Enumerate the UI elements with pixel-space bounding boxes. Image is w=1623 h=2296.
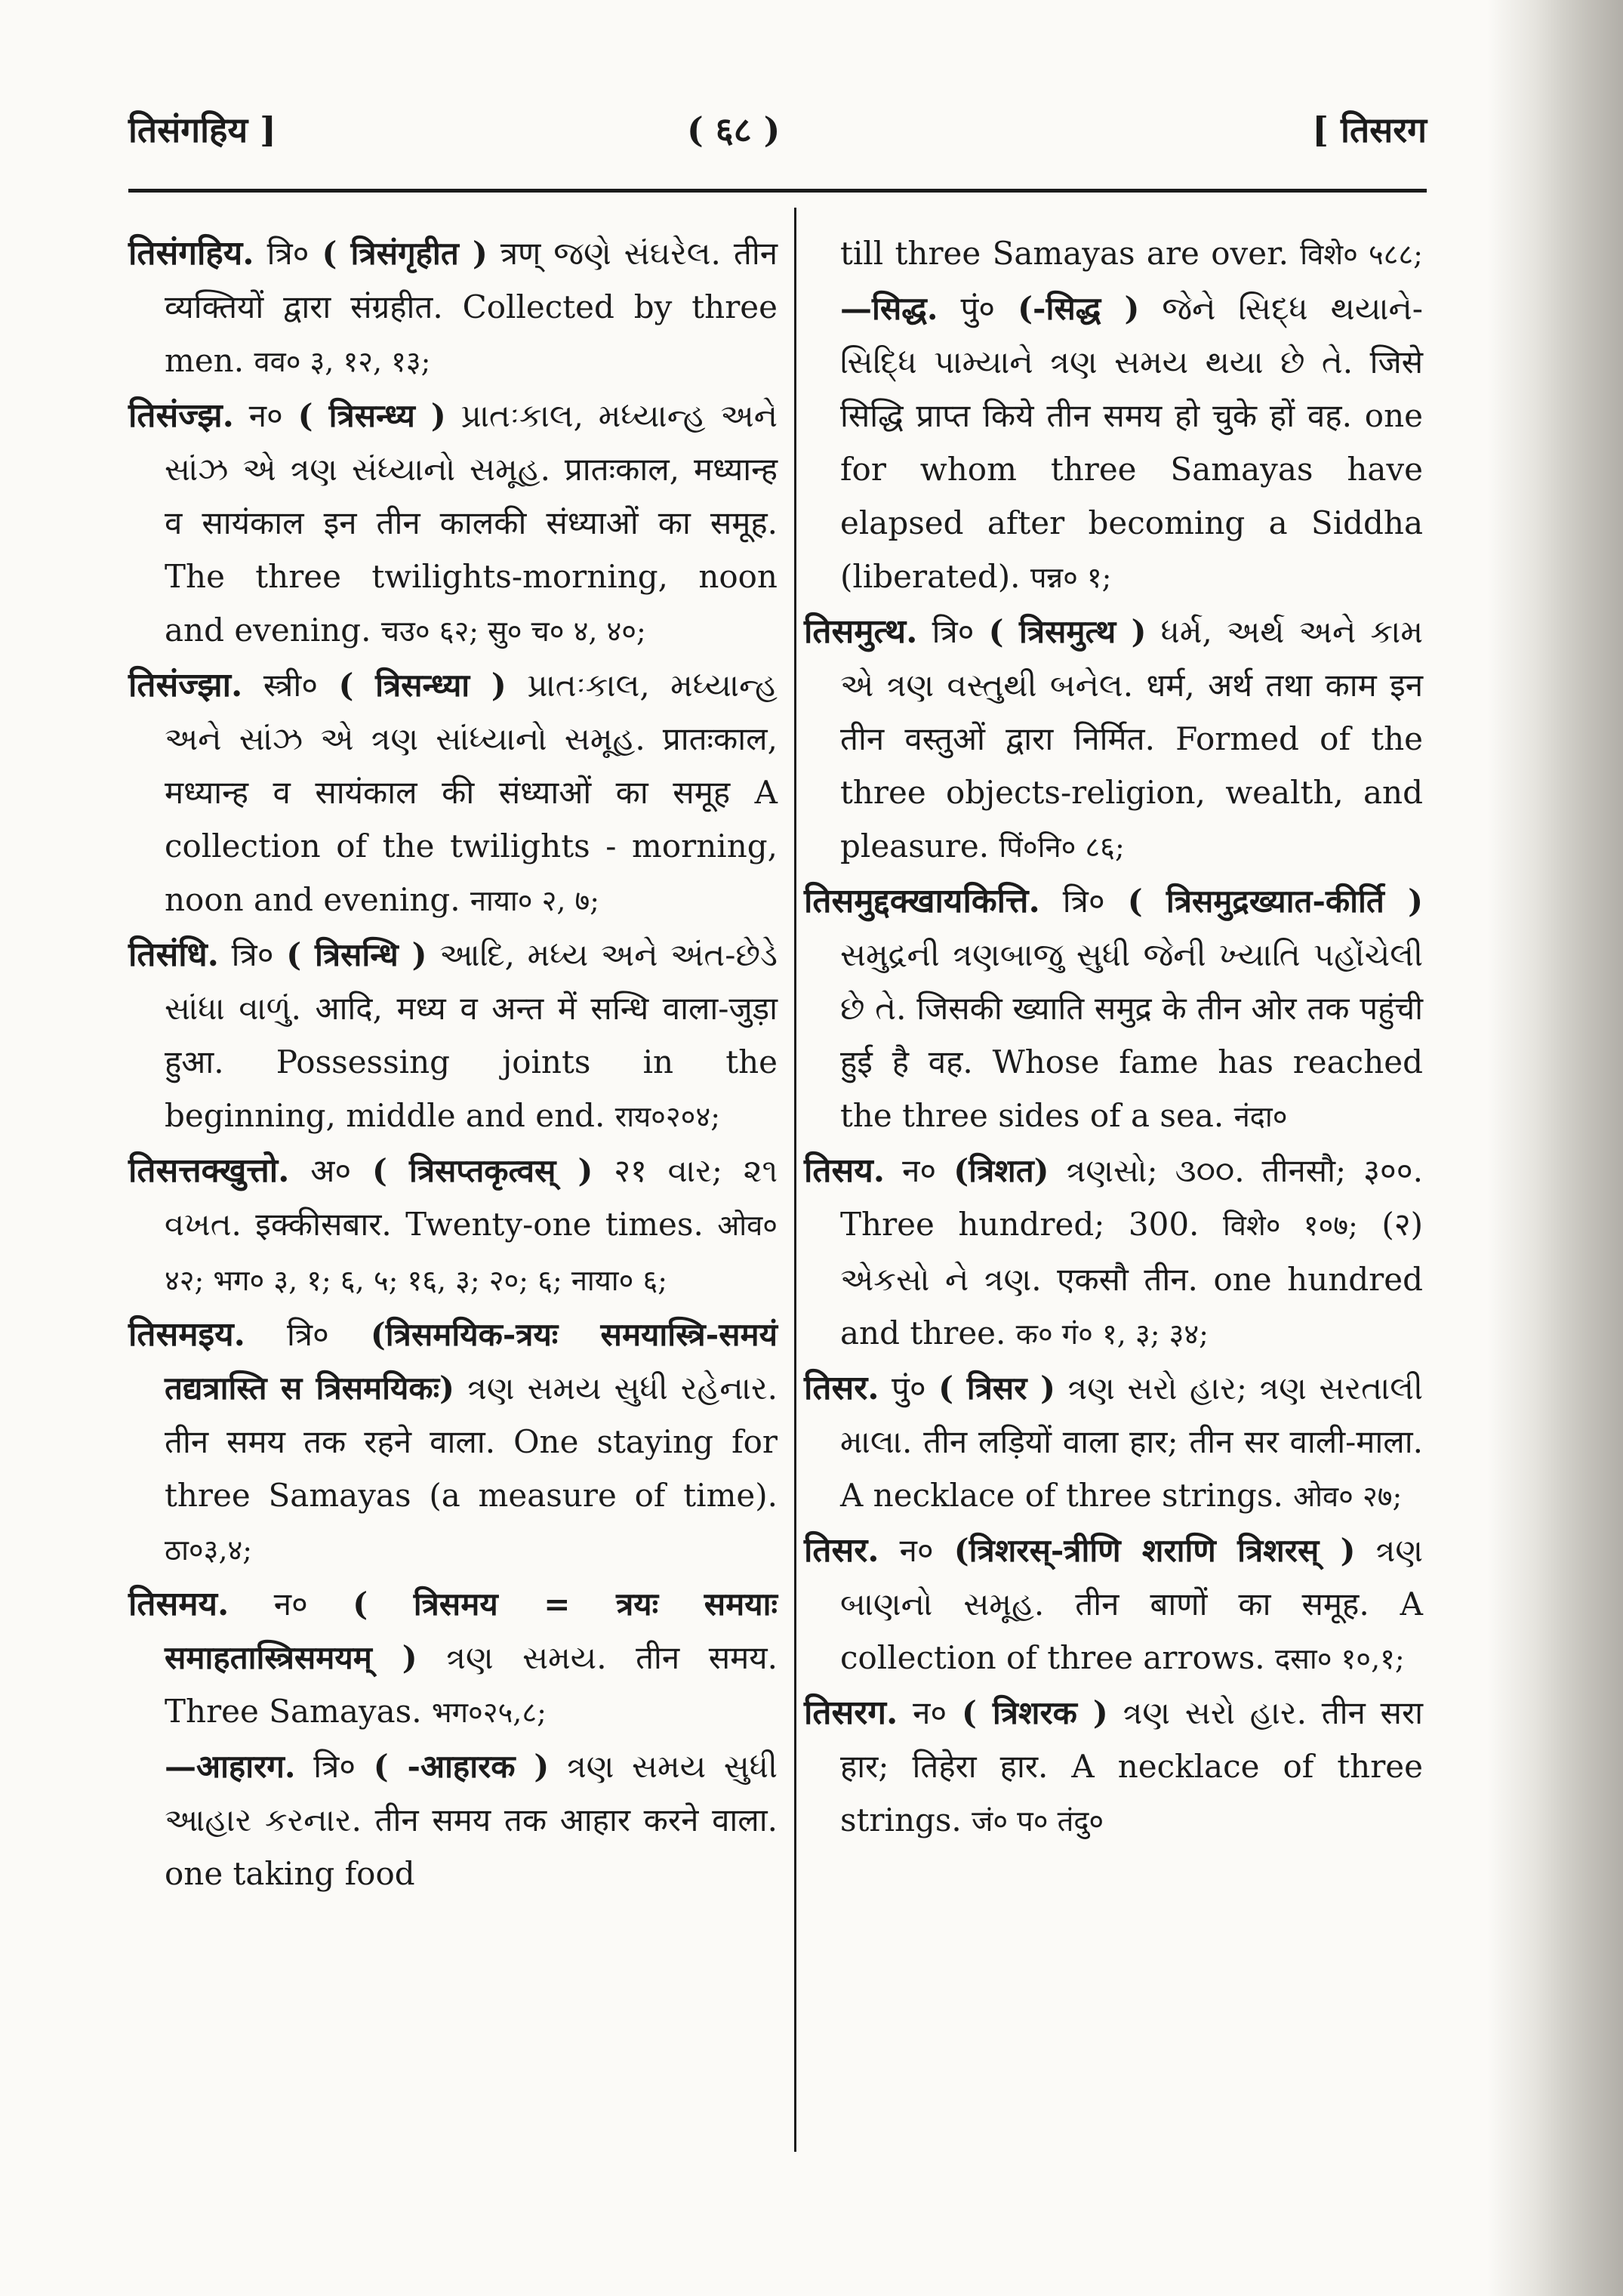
hindi-gloss: तीन समय.	[636, 1639, 778, 1676]
dictionary-entry-continued	[804, 227, 1423, 605]
english-gloss: Three Samayas.	[165, 1693, 422, 1730]
dictionary-entry	[804, 1686, 1423, 1848]
grammar-label: पुं०	[892, 1370, 926, 1407]
gujarati-gloss: त्रण् જણે સંઘરેલ.	[500, 235, 721, 272]
english-gloss: Three hundred; 300.	[840, 1206, 1200, 1243]
hindi-gloss-sense-2: एकसौ तीन.	[1057, 1261, 1198, 1298]
headword: तिसंज्झा.	[128, 666, 243, 704]
grammar-label: अ०	[310, 1152, 352, 1189]
english-gloss: Formed of the three objects-religion, wealth, and pleasure.	[840, 720, 1423, 864]
dictionary-entry	[804, 1144, 1423, 1361]
header-rule	[128, 189, 1427, 193]
sanskrit-form: (-सिद्ध )	[1018, 290, 1140, 327]
hindi-gloss: इक्कीसबार.	[255, 1206, 392, 1243]
english-gloss-continuation: till three Samayas are over.	[840, 235, 1289, 272]
headword: तिसरग.	[804, 1693, 898, 1732]
dictionary-entry	[128, 389, 778, 658]
headword: तिसर.	[804, 1369, 879, 1407]
hindi-gloss: तीन व्यक्तियों द्वारा संग्रहीत.	[165, 235, 778, 325]
dictionary-entry	[804, 874, 1423, 1144]
dictionary-entry	[804, 1524, 1423, 1686]
source-reference: पिं०नि० ८६;	[999, 831, 1125, 864]
gujarati-gloss: આદિ, મધ્ય અને અંત-છેડે સાંધા વાળું.	[165, 936, 778, 1027]
grammar-label: न०	[248, 397, 283, 434]
grammar-label: न०	[273, 1586, 308, 1623]
hindi-gloss: धर्म, अर्थ तथा काम इन तीन वस्तुओं द्वारा निर्मित.	[840, 667, 1424, 757]
english-gloss: Twenty-one times.	[405, 1206, 704, 1243]
hindi-gloss: प्रातःकाल, मध्यान्ह व सायंकाल इन तीन कालकी संध्याओं का समूह.	[165, 451, 778, 541]
headword: तिसंधि.	[128, 935, 219, 974]
headword: तिसत्तक्खुत्तो.	[128, 1151, 290, 1190]
dictionary-entry	[128, 1144, 778, 1308]
headword: तिसर.	[804, 1531, 879, 1570]
gujarati-gloss: સમુદ્રની ત્રણબાજુ સુધી જેની ખ્યાતિ પહોંચેલી છે તે.	[840, 936, 1423, 1027]
source-reference: दसा० १०,१;	[1275, 1642, 1405, 1675]
page-edge-shadow	[1487, 0, 1623, 2296]
source-reference: वव० ३, १२, १३;	[254, 345, 431, 378]
headword: तिसंगहिय.	[128, 234, 254, 273]
sanskrit-form: ( त्रिसंगृहीत )	[322, 235, 488, 272]
gujarati-gloss: ત્રણ સમય.	[446, 1639, 607, 1676]
source-reference: विशे० १०७;	[1222, 1209, 1358, 1242]
column-separator	[794, 208, 796, 2152]
dictionary-entry	[128, 227, 778, 389]
gujarati-gloss: ધર્મ, અર્થ અને કામ એ ત્રણ વસ્તુથી બનેલ.	[840, 613, 1423, 704]
hindi-gloss: जिसकी ख्याति समुद्र के तीन ओर तक पहुंची हुई है वह.	[840, 990, 1423, 1080]
dictionary-entry	[128, 1308, 778, 1577]
gujarati-gloss: પ્રાતઃકાલ, મધ્યાન્હ અને સાંઝ એ ત્રણ સાંધ્યાનો સમૂહ.	[165, 667, 778, 757]
source-reference: राय०२०४;	[614, 1100, 721, 1133]
header-left-guideword: तिसंगहिय ]	[128, 109, 276, 150]
english-gloss: The three twilights-morning, noon and evening.	[165, 558, 778, 649]
headword: तिसमुद्दक्खायकित्ति.	[804, 882, 1040, 920]
english-gloss: A collection of three arrows.	[840, 1586, 1423, 1676]
sanskrit-form: ( -आहारक )	[373, 1748, 550, 1785]
sanskrit-form: ( त्रिशरक )	[961, 1694, 1108, 1731]
grammar-label: न०	[899, 1532, 934, 1569]
hindi-gloss: तीन समय तक आहार करने वाला.	[374, 1801, 778, 1838]
left-column	[128, 227, 778, 1900]
gujarati-gloss: ત્રણ સરો હાર.	[1123, 1694, 1307, 1731]
grammar-label: त्रि०	[932, 613, 975, 650]
grammar-label: त्रि०	[1062, 883, 1105, 920]
english-gloss: One staying for three Samayas (a measure of time).	[165, 1423, 778, 1514]
grammar-label: त्रि०	[231, 936, 274, 973]
gujarati-gloss: ત્રણસો; ૩૦૦.	[1066, 1152, 1245, 1189]
hindi-gloss: तीन लड़ियों वाला हार; तीन सर वाली-माला.	[923, 1423, 1423, 1460]
sanskrit-form: ( त्रिसन्ध्य )	[297, 397, 446, 434]
hindi-gloss: प्रातःकाल, मध्यान्ह व सायंकाल की संध्याओं का समूह	[165, 720, 778, 811]
header-right-guideword: [ तिसरग	[1312, 109, 1427, 150]
english-gloss: one for whom three Samayas have elapsed after becoming a Siddha (liberated).	[840, 397, 1423, 595]
english-gloss: A necklace of three strings.	[840, 1748, 1423, 1838]
english-gloss: A collection of the twilights - morning, noon and evening.	[165, 774, 778, 918]
headword: तिसय.	[804, 1151, 885, 1190]
gujarati-gloss-sense-2: (२) એકસો ને ત્રણ.	[840, 1206, 1424, 1298]
english-gloss: one taking food	[165, 1855, 415, 1892]
headword: तिसंज्झ.	[128, 396, 234, 435]
hindi-gloss: तीन सरा हार; तिहेरा हार.	[840, 1694, 1424, 1785]
source-reference: जं० प० तंदु०	[972, 1804, 1104, 1838]
sanskrit-form: (त्रिसमयिक-त्रयः समयास्त्रि-समयं तद्यत्रास्ति स त्रिसमयिकः)	[165, 1316, 778, 1407]
sanskrit-form: ( त्रिसमुत्थ )	[988, 613, 1147, 650]
running-header	[128, 98, 1427, 166]
grammar-label: स्त्री०	[263, 667, 319, 704]
source-reference: चउ० ६२; सु० च० ४, ४०;	[380, 615, 646, 648]
sanskrit-form: ( त्रिसन्धि )	[286, 936, 427, 973]
gujarati-gloss: ત્રણ સમય સુધી રહેનાર.	[467, 1370, 778, 1407]
source-reference: ठा०३,४;	[165, 1533, 253, 1567]
subentry-headword: —आहारग.	[165, 1748, 296, 1785]
grammar-label: न०	[913, 1694, 947, 1731]
sanskrit-form: ( त्रिसप्तकृत्वस् )	[372, 1152, 593, 1189]
gujarati-gloss: ત્રણ સમય સુધી આહાર કરનાર.	[165, 1748, 778, 1838]
dictionary-entry	[804, 605, 1423, 874]
sanskrit-form: ( त्रिसन्ध्या )	[338, 667, 507, 704]
dictionary-entry	[128, 1577, 778, 1900]
grammar-label: न०	[902, 1152, 937, 1189]
english-gloss: Whose fame has reached the three sides of a sea.	[840, 1043, 1423, 1134]
source-reference: भग०२५,८;	[431, 1696, 547, 1729]
sanskrit-form: (त्रिशरस्-त्रीणि शराणि त्रिशरस् )	[953, 1532, 1356, 1569]
headword: तिसमय.	[128, 1585, 229, 1623]
source-reference: पन्न० १;	[1030, 561, 1112, 594]
source-reference: विशे० ५८८;	[1300, 238, 1423, 271]
headword: तिसमुत्थ.	[804, 612, 918, 651]
hindi-gloss: तीनसौ; ३००.	[1261, 1152, 1423, 1189]
hindi-gloss: तीन बाणों का समूह.	[1075, 1586, 1369, 1623]
gujarati-gloss: ત્રણ બાણનો સમૂહ.	[840, 1532, 1423, 1623]
english-gloss: Possessing joints in the beginning, middle and end.	[165, 1043, 778, 1134]
english-gloss: Collected by three men.	[165, 288, 778, 379]
gujarati-gloss: પ્રાતઃકાલ, મધ્યાન્હ અને સાંઝ એ ત્રણ સંધ્યાનો સમૂહ.	[165, 397, 778, 488]
sanskrit-form: ( त्रिसमय = त्रयः समयाः समाहतास्त्रिसमयम् )	[165, 1586, 778, 1676]
source-reference: नाया० २, ७;	[470, 884, 600, 917]
sanskrit-form: (त्रिशत)	[953, 1152, 1049, 1189]
grammar-label: पुं०	[960, 290, 996, 327]
headword: तिसमइय.	[128, 1315, 245, 1354]
gujarati-gloss: ત્રણ સરો હાર; ત્રણ સરતાલી માલા.	[840, 1370, 1423, 1460]
gujarati-gloss: २१ વાર; ૨૧ વખત.	[165, 1152, 778, 1243]
source-reference: क० गं० १, ३; ३४;	[1015, 1318, 1209, 1351]
sanskrit-form: ( त्रिसमुद्रख्यात-कीर्ति )	[1127, 883, 1424, 920]
source-reference: ओव० २७;	[1293, 1480, 1403, 1513]
hindi-gloss: जिसे सिद्धि प्राप्त किये तीन समय हो चुके हों वह.	[840, 344, 1423, 434]
gujarati-gloss: જેને સિદ્ધ થયાને-સિદ્ધિ પામ્યાને ત્રણ સમય થયા છે તે.	[840, 290, 1423, 381]
page-number: ( ६८ )	[687, 109, 781, 150]
right-column	[804, 227, 1423, 1848]
dictionary-entry	[804, 1361, 1423, 1524]
english-gloss-sense-2: one hundred and three.	[840, 1261, 1423, 1351]
dictionary-entry	[128, 658, 778, 928]
grammar-label: त्रि०	[286, 1316, 329, 1353]
grammar-label: त्रि०	[266, 235, 310, 272]
english-gloss: A necklace of three strings.	[840, 1477, 1283, 1514]
hindi-gloss: आदि, मध्य व अन्त में सन्धि वाला-जुड़ा हुआ.	[165, 990, 778, 1080]
sanskrit-form: ( त्रिसर )	[938, 1370, 1055, 1407]
source-reference: नंदा०	[1233, 1100, 1288, 1133]
hindi-gloss: तीन समय तक रहने वाला.	[165, 1423, 496, 1460]
source-reference: ओव० ४२; भग० ३, १; ६, ५; १६, ३; २०; ६; नाया० ६;	[165, 1209, 778, 1297]
grammar-label: त्रि०	[313, 1748, 356, 1785]
dictionary-entry	[128, 928, 778, 1144]
subentry-headword: —सिद्ध.	[840, 290, 938, 327]
